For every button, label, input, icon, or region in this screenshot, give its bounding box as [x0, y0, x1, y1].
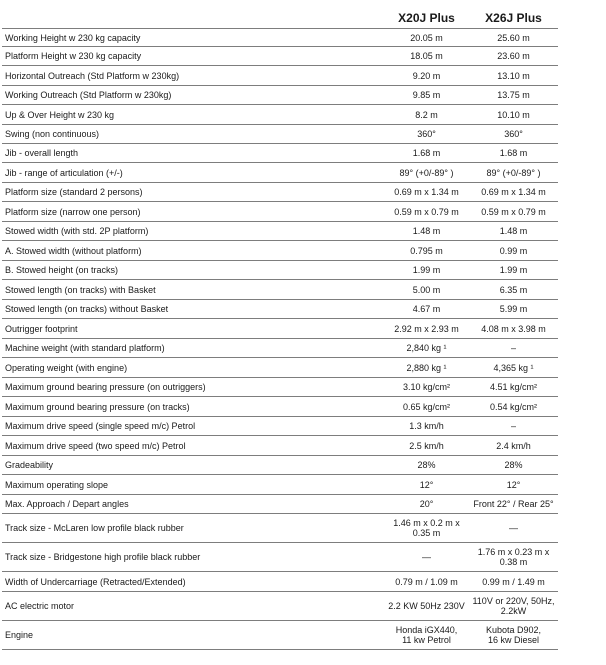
column-header-x20j-plus: X20J Plus [398, 11, 455, 25]
x26j-value: 10.10 m [497, 109, 530, 120]
table-row [2, 417, 558, 436]
x26j-value: 1.48 m [499, 226, 528, 236]
row-label: Maximum ground bearing pressure (on outriggers) [5, 382, 206, 392]
x20j-value: 12° [419, 479, 434, 490]
table-header [2, 8, 558, 28]
table-row [2, 300, 558, 319]
x20j-value: 0.59 m x 0.79 m [394, 206, 459, 217]
x26j-value: 0.99 m [499, 245, 528, 256]
row-label: Outrigger footprint [5, 323, 78, 334]
row-label: Stowed width (with std. 2P platform) [5, 226, 149, 236]
row-label: Jib - overall length [5, 148, 79, 158]
x26j-value: 1.76 m x 0.23 m x 0.38 m [477, 547, 550, 567]
table-row [2, 621, 558, 650]
row-label: AC electric motor [5, 601, 75, 611]
table-row [2, 280, 558, 300]
x26j-value: 13.75 m [497, 90, 530, 100]
row-label: Maximum drive speed (single speed m/c) Petrol [5, 421, 196, 431]
x20j-value: 2,880 kg ¹ [406, 362, 447, 373]
x26j-value: 4.51 kg/cm² [489, 382, 538, 392]
row-label: Jib - range of articulation (+/-) [5, 167, 123, 178]
row-label: B. Stowed height (on tracks) [5, 265, 119, 275]
x20j-value: 2.2 KW 50Hz 230V [388, 601, 465, 611]
x26j-value: 6.35 m [499, 284, 528, 295]
x26j-value: 4,365 kg ¹ [493, 362, 534, 373]
x26j-value: 1.68 m [499, 148, 528, 158]
x20j-value: 20.05 m [410, 32, 443, 43]
x26j-value: 1.99 m [499, 265, 528, 275]
table-row [2, 358, 558, 378]
table-row [2, 202, 558, 222]
row-label: Stowed length (on tracks) without Basket [5, 304, 169, 314]
row-label: Track size - McLaren low profile black rubber [5, 523, 184, 533]
x20j-value: 0.65 kg/cm² [402, 401, 451, 412]
x20j-value: 0.79 m / 1.09 m [395, 576, 458, 587]
x26j-value: 2.4 km/h [496, 440, 531, 451]
row-label: Platform size (standard 2 persons) [5, 187, 143, 197]
table-row [2, 47, 558, 66]
x20j-value: 28% [417, 460, 436, 470]
x26j-value: 0.69 m x 1.34 m [481, 187, 546, 197]
x26j-value: 0.99 m / 1.49 m [482, 576, 545, 587]
x20j-value: Honda iGX440, 11 kw Petrol [395, 625, 458, 645]
table-row [2, 28, 558, 47]
row-label: Maximum operating slope [5, 479, 109, 490]
row-label: Maximum drive speed (two speed m/c) Petrol [5, 440, 186, 451]
x26j-value: — [509, 523, 518, 533]
row-label: Working Height w 230 kg capacity [5, 32, 141, 43]
row-label: Up & Over Height w 230 kg [5, 109, 115, 120]
row-label: A. Stowed width (without platform) [5, 245, 142, 256]
x26j-value: 13.10 m [497, 70, 530, 81]
x26j-value: 0.59 m x 0.79 m [481, 206, 546, 217]
x26j-value: 4.08 m x 3.98 m [481, 323, 546, 334]
table-row [2, 86, 558, 105]
row-label: Swing (non continuous) [5, 129, 100, 139]
x26j-value: 23.60 m [497, 51, 530, 61]
table-row [2, 144, 558, 163]
table-row [2, 339, 558, 358]
table-row [2, 456, 558, 475]
row-label: Gradeability [5, 460, 54, 470]
x26j-value: 89° (+0/-89° ) [486, 167, 541, 178]
table-row [2, 397, 558, 417]
row-label: Machine weight (with standard platform) [5, 343, 165, 353]
row-label: Operating weight (with engine) [5, 362, 128, 373]
table-row [2, 183, 558, 202]
x26j-value: – [510, 421, 516, 431]
table-row [2, 543, 558, 572]
x26j-value: 360° [504, 129, 523, 139]
x20j-value: 1.99 m [412, 265, 441, 275]
row-label: Platform Height w 230 kg capacity [5, 51, 142, 61]
x20j-value: 1.48 m [412, 226, 441, 236]
table-body [2, 28, 558, 650]
table-row [2, 66, 558, 86]
x20j-value: 2.5 km/h [409, 440, 444, 451]
row-label: Platform size (narrow one person) [5, 206, 141, 217]
table-row [2, 163, 558, 183]
x20j-value: 20° [419, 499, 434, 509]
x20j-value: 9.20 m [412, 70, 441, 81]
x26j-value: 5.99 m [499, 304, 528, 314]
row-label: Max. Approach / Depart angles [5, 499, 129, 509]
x26j-value: – [510, 343, 516, 353]
row-label: Stowed length (on tracks) with Basket [5, 284, 156, 295]
table-row [2, 125, 558, 144]
table-row [2, 436, 558, 456]
x26j-value: 28% [504, 460, 523, 470]
x20j-value: 1.68 m [412, 148, 441, 158]
x20j-value: 4.67 m [412, 304, 441, 314]
table-row [2, 514, 558, 543]
spec-table [2, 8, 558, 650]
x26j-value: 110V or 220V, 50Hz, 2.2kW [472, 596, 555, 616]
table-row [2, 261, 558, 280]
x20j-value: 1.3 km/h [409, 421, 444, 431]
x26j-value: 12° [506, 479, 521, 490]
x20j-value: 9.85 m [412, 90, 441, 100]
table-row [2, 378, 558, 397]
x20j-value: 3.10 kg/cm² [402, 382, 451, 392]
x20j-value: 89° (+0/-89° ) [399, 167, 454, 178]
x26j-value: Kubota D902, 16 kw Diesel [485, 625, 542, 645]
x26j-value: Front 22° / Rear 25° [473, 499, 554, 509]
x20j-value: 1.46 m x 0.2 m x 0.35 m [393, 518, 460, 538]
x20j-value: 0.69 m x 1.34 m [394, 187, 459, 197]
table-row [2, 495, 558, 514]
row-label: Width of Undercarriage (Retracted/Extended) [5, 576, 186, 587]
x20j-value: 8.2 m [415, 109, 438, 120]
x20j-value: 0.795 m [410, 245, 443, 256]
row-label: Maximum ground bearing pressure (on tracks) [5, 401, 190, 412]
x26j-value: 25.60 m [497, 32, 530, 43]
x20j-value: — [422, 552, 431, 562]
x20j-value: 2,840 kg ¹ [406, 343, 447, 353]
x20j-value: 18.05 m [410, 51, 443, 61]
row-label: Track size - Bridgestone high profile black rubber [5, 552, 201, 562]
x20j-value: 2.92 m x 2.93 m [394, 323, 459, 334]
row-label: Engine [5, 630, 34, 640]
x26j-value: 0.54 kg/cm² [489, 401, 538, 412]
table-row [2, 222, 558, 241]
table-row [2, 475, 558, 495]
table-row [2, 592, 558, 621]
row-label: Horizontal Outreach (Std Platform w 230kg) [5, 70, 180, 81]
table-row [2, 572, 558, 592]
table-row [2, 319, 558, 339]
table-row [2, 241, 558, 261]
row-label: Working Outreach (Std Platform w 230kg) [5, 90, 172, 100]
table-row [2, 105, 558, 125]
x20j-value: 5.00 m [412, 284, 441, 295]
x20j-value: 360° [417, 129, 436, 139]
column-header-x26j-plus: X26J Plus [485, 11, 542, 25]
